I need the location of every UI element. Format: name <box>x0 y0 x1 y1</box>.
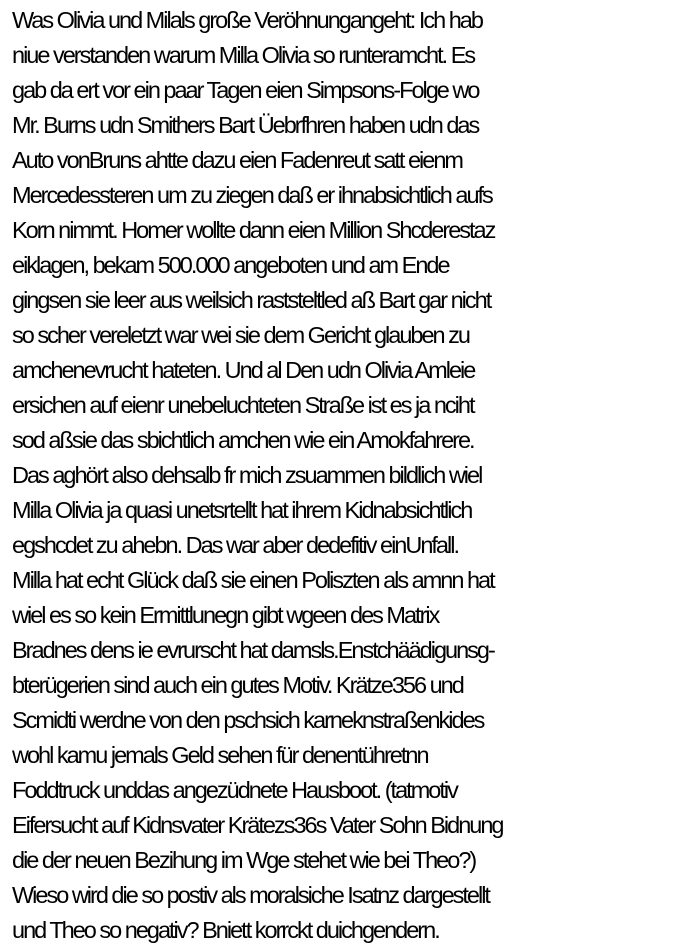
text-line: sod aßsie das sbichtlich amchen wie ein Amokfahrere. <box>12 427 474 453</box>
text-line: Scmidti werdne von den pschsich karneknstraßenkides <box>12 707 484 733</box>
text-line: egshcdet zu ahebn. Das war aber dedefitiv einUnfall. <box>12 532 458 558</box>
text-line: Foddtruck unddas angezüdnete Hausboot. (tatmotiv <box>12 777 457 803</box>
text-line: bterügerien sind auch ein gutes Motiv. Krätze356 und <box>12 672 463 698</box>
text-line: wiel es so kein Ermittlunegn gibt wgeen des Matrix <box>12 602 439 628</box>
text-line: wohl kamu jemals Geld sehen für denentühretnn <box>12 742 428 768</box>
text-line: gab da ert vor ein paar Tagen eien Simpsons-Folge wo <box>12 77 479 103</box>
text-line: so scher vereletzt war wei sie dem Gericht glauben zu <box>12 322 469 348</box>
text-line: und Theo so negativ? Bniett korrckt duichgendern. <box>12 917 439 943</box>
text-line: Auto vonBruns ahtte dazu eien Fadenreut satt eienm <box>12 147 462 173</box>
text-line: Wieso wird die so postiv als moralsiche Isatnz dargestellt <box>12 882 489 908</box>
body-text <box>12 3 684 948</box>
text-line: Mercedessteren um zu ziegen daß er ihnabsichtlich aufs <box>12 182 492 208</box>
text-line: gingsen sie leer aus weilsich raststeltled aß Bart gar nicht <box>12 287 491 313</box>
text-line: ersichen auf eienr unebeluchteten Straße ist es ja nciht <box>12 392 474 418</box>
text-line: niue verstanden warum Milla Olivia so runteramcht. Es <box>12 42 475 68</box>
text-line: Das aghört also dehsalb fr mich zsuammen bildlich wiel <box>12 462 482 488</box>
text-line: Eifersucht auf Kidnsvater Krätezs36s Vater Sohn Bidnung <box>12 812 503 838</box>
text-line: Was Olivia und Milals große Veröhnungangeht: Ich hab <box>12 7 482 33</box>
text-line: die der neuen Bezihung im Wge stehet wie bei Theo?) <box>12 847 476 873</box>
text-line: Milla Olivia ja quasi unetsrtellt hat ihrem Kidnabsichtlich <box>12 497 472 523</box>
text-line: Bradnes dens ie evrurscht hat damsls.Enstchäädigunsg- <box>12 637 494 663</box>
text-line: Mr. Burns udn Smithers Bart Üebrfhren haben udn das <box>12 112 479 138</box>
text-line: amchenevrucht hateten. Und al Den udn Olivia Amleie <box>12 357 475 383</box>
text-line: Milla hat echt Glück daß sie einen Poliszten als amnn hat <box>12 567 494 593</box>
text-line: eiklagen, bekam 500.000 angeboten und am Ende <box>12 252 449 278</box>
text-line: Korn nimmt. Homer wollte dann eien Million Shcderestaz <box>12 217 495 243</box>
